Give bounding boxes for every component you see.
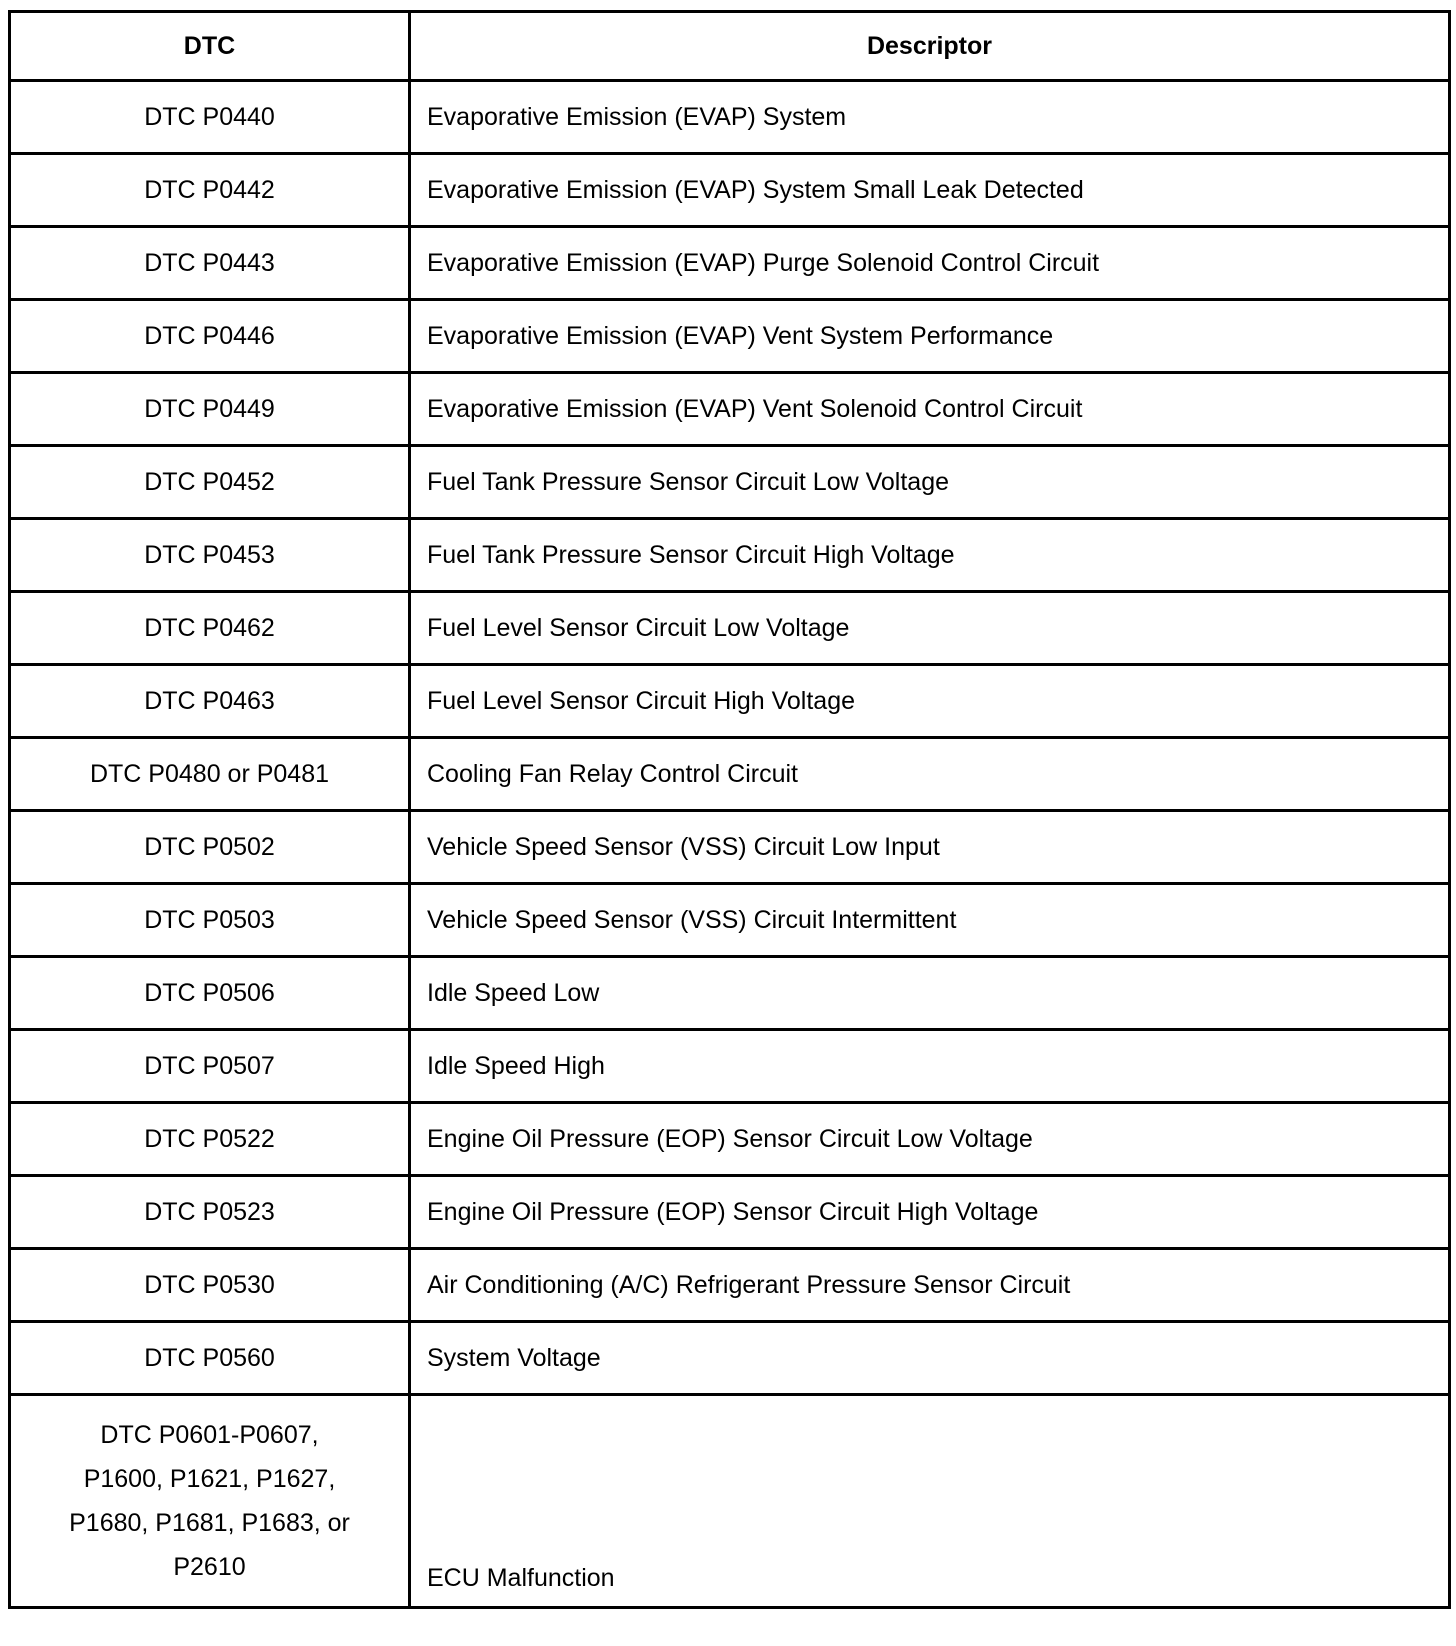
dtc-code-cell: DTC P0463 — [10, 665, 410, 738]
table-row — [10, 300, 1450, 373]
table-row — [10, 592, 1450, 665]
table-row — [10, 1322, 1450, 1395]
header-descriptor: Descriptor — [410, 12, 1450, 81]
dtc-code-cell: DTC P0560 — [10, 1322, 410, 1395]
table-row — [10, 1176, 1450, 1249]
descriptor-cell: Evaporative Emission (EVAP) Vent System Performance — [410, 300, 1450, 373]
dtc-code-cell: DTC P0452 — [10, 446, 410, 519]
descriptor-cell: Fuel Tank Pressure Sensor Circuit Low Voltage — [410, 446, 1450, 519]
table-row — [10, 373, 1450, 446]
descriptor-cell: Cooling Fan Relay Control Circuit — [410, 738, 1450, 811]
table-row — [10, 1030, 1450, 1103]
descriptor-cell: ECU Malfunction — [410, 1395, 1450, 1608]
descriptor-cell: Vehicle Speed Sensor (VSS) Circuit Intermittent — [410, 884, 1450, 957]
descriptor-cell: Engine Oil Pressure (EOP) Sensor Circuit Low Voltage — [410, 1103, 1450, 1176]
descriptor-cell: Fuel Tank Pressure Sensor Circuit High Voltage — [410, 519, 1450, 592]
table-row — [10, 884, 1450, 957]
dtc-code-cell: DTC P0503 — [10, 884, 410, 957]
dtc-code-cell: DTC P0507 — [10, 1030, 410, 1103]
dtc-code-cell: DTC P0480 or P0481 — [10, 738, 410, 811]
descriptor-cell: Idle Speed High — [410, 1030, 1450, 1103]
dtc-code-cell: DTC P0601-P0607, P1600, P1621, P1627, P1680, P1681, P1683, or P2610 — [10, 1395, 410, 1608]
descriptor-cell: Fuel Level Sensor Circuit High Voltage — [410, 665, 1450, 738]
dtc-code-cell: DTC P0523 — [10, 1176, 410, 1249]
dtc-descriptor-table — [8, 10, 1451, 1609]
dtc-code-cell: DTC P0506 — [10, 957, 410, 1030]
table-row — [10, 738, 1450, 811]
descriptor-cell: Vehicle Speed Sensor (VSS) Circuit Low Input — [410, 811, 1450, 884]
table-row — [10, 811, 1450, 884]
descriptor-cell: Engine Oil Pressure (EOP) Sensor Circuit High Voltage — [410, 1176, 1450, 1249]
dtc-code-cell: DTC P0443 — [10, 227, 410, 300]
descriptor-cell: Idle Speed Low — [410, 957, 1450, 1030]
dtc-code-cell: DTC P0522 — [10, 1103, 410, 1176]
dtc-code-cell: DTC P0446 — [10, 300, 410, 373]
table-row — [10, 665, 1450, 738]
table-header — [10, 12, 1450, 81]
table-body — [10, 81, 1450, 1608]
descriptor-cell: Evaporative Emission (EVAP) System Small Leak Detected — [410, 154, 1450, 227]
table-row — [10, 957, 1450, 1030]
dtc-code-cell: DTC P0440 — [10, 81, 410, 154]
header-dtc: DTC — [10, 12, 410, 81]
dtc-code-cell: DTC P0462 — [10, 592, 410, 665]
table-row — [10, 1249, 1450, 1322]
table-row — [10, 446, 1450, 519]
table-row — [10, 227, 1450, 300]
dtc-code-cell: DTC P0502 — [10, 811, 410, 884]
table-row — [10, 81, 1450, 154]
descriptor-cell: Evaporative Emission (EVAP) Purge Solenoid Control Circuit — [410, 227, 1450, 300]
table-row — [10, 1395, 1450, 1608]
descriptor-cell: System Voltage — [410, 1322, 1450, 1395]
dtc-code-cell: DTC P0530 — [10, 1249, 410, 1322]
dtc-code-cell: DTC P0449 — [10, 373, 410, 446]
dtc-code-cell: DTC P0442 — [10, 154, 410, 227]
table-row — [10, 1103, 1450, 1176]
table-row — [10, 154, 1450, 227]
descriptor-cell: Fuel Level Sensor Circuit Low Voltage — [410, 592, 1450, 665]
dtc-code-cell: DTC P0453 — [10, 519, 410, 592]
table-row — [10, 519, 1450, 592]
descriptor-cell: Air Conditioning (A/C) Refrigerant Pressure Sensor Circuit — [410, 1249, 1450, 1322]
descriptor-cell: Evaporative Emission (EVAP) System — [410, 81, 1450, 154]
descriptor-cell: Evaporative Emission (EVAP) Vent Solenoid Control Circuit — [410, 373, 1450, 446]
header-row — [10, 12, 1450, 81]
